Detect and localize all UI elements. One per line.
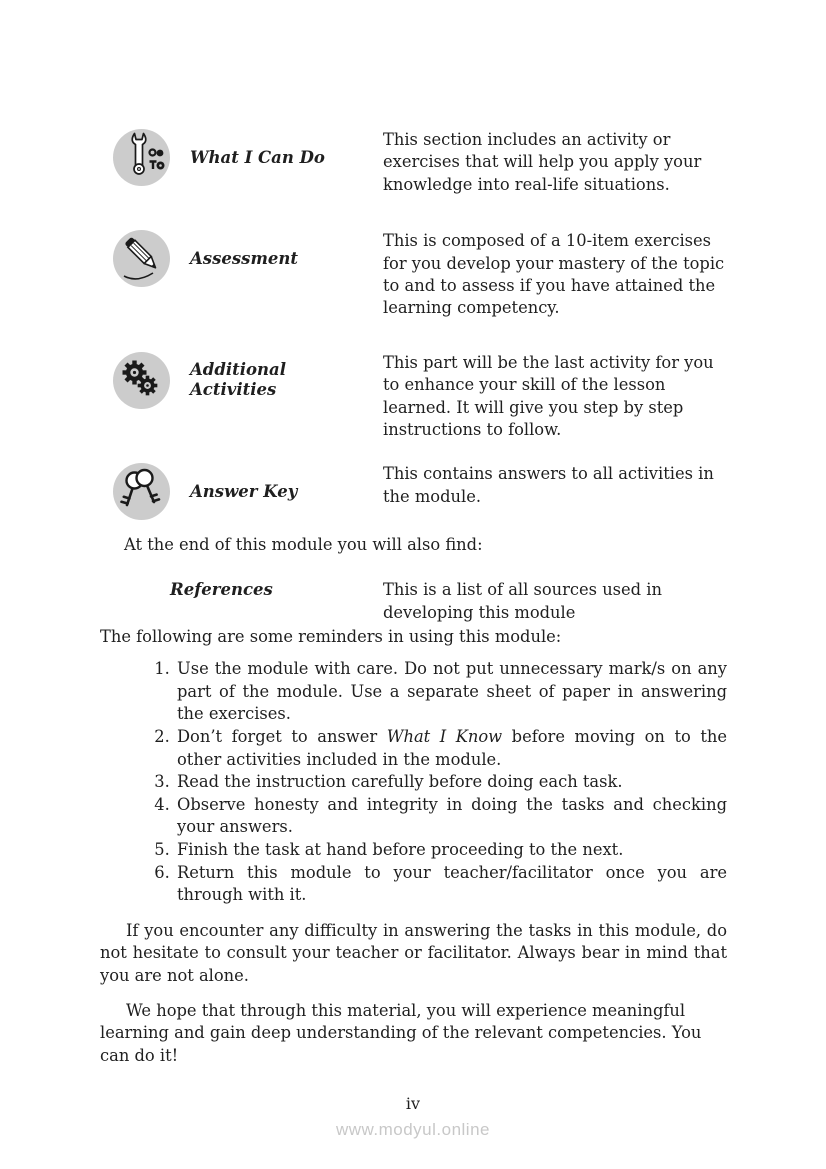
section-description: This section includes an activity or exercises that will help you apply your knowledge into real-life situations. xyxy=(383,130,702,194)
reminder-item-2-italic: What I Know xyxy=(386,727,503,747)
section-description: This contains answers to all activities in the module. xyxy=(383,464,714,506)
reminder-item-2 xyxy=(175,726,727,771)
section-left xyxy=(100,230,383,287)
watermark: www.modyul.online xyxy=(335,1120,490,1139)
wrench-and-bolts-icon xyxy=(113,129,170,186)
section-left xyxy=(100,463,383,520)
reminders-intro-text: The following are some reminders in using this module: xyxy=(100,627,562,647)
section-label: What I Can Do xyxy=(190,147,325,167)
reminder-item-6: 6. Return this module to your teacher/facilitator once you are through with it. xyxy=(175,862,727,907)
section-left xyxy=(100,352,383,409)
pencil-icon xyxy=(113,230,170,287)
section-label: Answer Key xyxy=(190,481,298,501)
content xyxy=(100,0,727,1067)
closing-paragraph-2: We hope that through this material, you will experience meaningful learning and gain deep understanding of the relevant competencies. You can do it! xyxy=(100,1001,702,1065)
reminder-item-2-post: before moving on to the other activities included in the module. xyxy=(177,727,728,769)
reminder-item-5: 5. Finish the task at hand before proceeding to the next. xyxy=(175,839,727,862)
page-number: iv xyxy=(405,1094,421,1113)
section-assessment xyxy=(100,230,727,320)
reminder-item-1: 1. Use the module with care. Do not put unnecessary mark/s on any part of the module. Use a separate sheet of paper in answering the exercises. xyxy=(175,658,727,726)
reminder-item-4: 4. Observe honesty and integrity in doing the tasks and checking your answers. xyxy=(175,794,727,839)
section-description: This is composed of a 10-item exercises for you develop your mastery of the topic to and to assess if you have attained the learning competency. xyxy=(383,231,725,318)
references-description: This is a list of all sources used in developing this module xyxy=(383,580,662,622)
references-row xyxy=(100,579,727,624)
reminders-list xyxy=(100,658,727,907)
section-left xyxy=(100,129,383,186)
gears-icon xyxy=(113,352,170,409)
section-additional-activities xyxy=(100,352,727,442)
find-intro-text: At the end of this module you will also find: xyxy=(124,535,483,555)
keys-icon xyxy=(113,463,170,520)
section-answer-key xyxy=(100,463,727,520)
references-label: References xyxy=(170,580,273,600)
section-what-i-can-do xyxy=(100,129,727,196)
section-label: Assessment xyxy=(190,248,299,268)
section-label: Additional Activities xyxy=(190,360,286,400)
reminder-item-2-pre: Don’t forget to answer xyxy=(177,727,387,747)
section-description: This part will be the last activity for you to enhance your skill of the lesson learned. It will give you step by step instructions to follow. xyxy=(383,352,714,440)
reminder-item-3: 3. Read the instruction carefully before doing each task. xyxy=(175,771,727,794)
closing-paragraph-1: If you encounter any difficulty in answering the tasks in this module, do not hesitate to consult your teacher or facilitator. Always bear in mind that you are not alone. xyxy=(100,920,727,985)
